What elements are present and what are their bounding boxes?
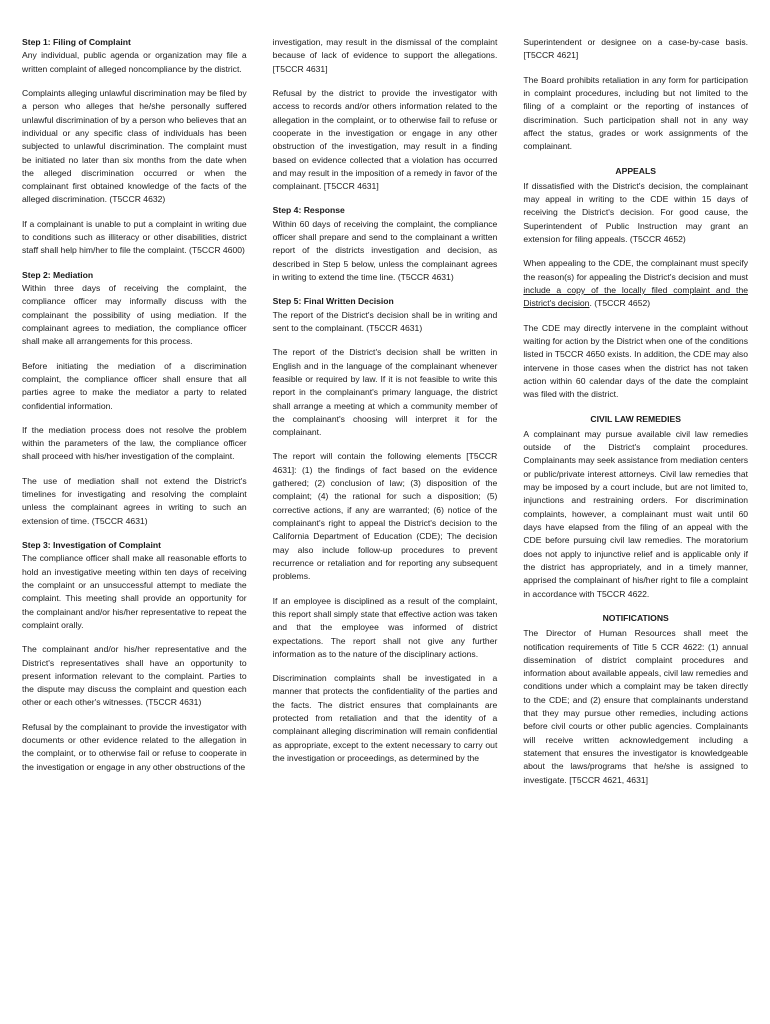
column-3 — [523, 36, 748, 1024]
step-5-paragraph-5: Discrimination complaints shall be investigated in a manner that protects the confidentiality of the parties and the facts. The district ensures that complainants are protected from retaliation and that the identity of a complainant alleging discrimination will remain confidential as appropriate, except to the extent necessary to carry out the investigation or proceedings, as determined by the — [272, 673, 498, 763]
step-4-section — [273, 204, 498, 284]
step-5-paragraph-3: The report will contain the following elements [T5CCR 4631]: (1) the findings of fact based on the evidence gathered; (2) conclusion of law; (3) disposition of the complaint; (4) the rational for such a disposition; (5) corrective actions, if any are warranted; (6) notice of the complainant's right to appeal the District's decision to the California Department of Education (CDE); The decision may also include follow-up procedures to prevent recurrence or retaliation and for reporting any subsequent problems. — [272, 451, 498, 582]
retaliation-paragraph: The Board prohibits retaliation in any form for participation in complaint procedures, including but not limited to the filing of a complaint or the reporting of instances of discrimination. Such participation shall not in any way affect the status, grades or work assignments of the complainant. — [523, 74, 749, 152]
column-2 — [273, 36, 498, 1024]
step-1-paragraph-1: Any individual, public agenda or organization may file a written complaint of alleged noncompliance by the district. — [22, 50, 247, 74]
step-1-paragraph-2: Complaints alleging unlawful discrimination may be filed by a person who alleges that he/she personally suffered unlawful discrimination of by a person who believes that an individual or any specific class of individuals has been subjected to unlawful discrimination. The complaint must be initiated no later than six months from the date when the alleged discrimination occurred or when the complainant first obtained knowledge of the facts of the alleged discrimination. (T5CCR 4632) — [22, 87, 247, 205]
step-4-paragraph-1: Within 60 days of receiving the complaint, the compliance officer shall prepare and send to the complainant a written report of the districts investigation and decision, as described in Step 5 below, unless the complainant agrees in writing to extend the time line. (T5CCR 4631) — [272, 218, 498, 282]
step-5-section — [273, 295, 498, 335]
appeals-heading: APPEALS — [615, 165, 656, 176]
step-5-paragraph-1: The report of the District's decision shall be in writing and sent to the complainant. (T5CCR 4631) — [272, 309, 498, 333]
step-2-paragraph-3: If the mediation process does not resolve the problem within the parameters of the law, the compliance officer shall proceed with his/her investigation of the complaint. — [22, 424, 247, 462]
appeals-paragraph-2-underlined: include a copy of the locally filed complaint and the District's decision — [523, 285, 749, 309]
step-1-heading: Step 1: Filing of Complaint — [22, 37, 131, 47]
step-5-paragraph-2: The report of the District's decision shall be written in English and in the language of the complainant whenever feasible or required by law. If it is not feasible to write this report in the complainant's primary language, the district shall arrange a meeting at which a community member of the complainant's choosing will interpret it for the complainant. — [272, 347, 498, 438]
step-2-paragraph-2: Before initiating the mediation of a discrimination complaint, the compliance officer shall ensure that all parties agree to make the mediator a party to related confidential information. — [22, 360, 247, 411]
superintendent-paragraph: Superintendent or designee on a case-by-case basis. [T5CCR 4621] — [523, 37, 749, 61]
step-3-paragraph-1: The compliance officer shall make all reasonable efforts to hold an investigative meeting within ten days of receiving the complaint or an unsuccessful attempt to mediate the complaint. This meeting shall provide an opportunity for the complainant and/or his/her representative to repeat the complaint orally. — [22, 553, 247, 630]
appeals-paragraph-2-end: . (T5CCR 4652) — [589, 298, 651, 309]
appeals-paragraph-2 — [523, 257, 748, 310]
step-4-heading: Step 4: Response — [272, 205, 345, 216]
step-5-paragraph-4: If an employee is disciplined as a result of the complaint, this report shall simply state that effective action was taken and that the employee was informed of district expectations. The report shall not give any further information as to the nature of the disciplinary actions. — [272, 595, 498, 659]
column-1 — [22, 36, 247, 1024]
step-3-section — [22, 539, 247, 632]
appeals-paragraph-1: If dissatisfied with the District's decision, the complainant may appeal in writing to the CDE within 15 days of receiving the District's decision. For good cause, the Superintendent of Public Instruction may grant an extension for filing appeals. (T5CCR 4652) — [523, 180, 749, 245]
civil-law-remedies-paragraph: A complainant may pursue available civil law remedies outside of the District's complaint procedures. Complainants may seek assistance from mediation centers or public/private interest attorneys. Civil law remedies that may be imposed by a court include, but are not limited to, injunctions and restraining orders. For discrimination complaints, however, a complainant must wait until 60 days have elapsed from the filing of an appeal with the CDE before pursuing civil law remedies. The moratorium does not apply to injunctive relief and is applicable only if the district has appropriately, and in a timely manner, apprised the complainant of his/her right to file a complaint in accordance with T5CCR 4622. — [523, 428, 749, 599]
step-1-section — [22, 36, 247, 76]
step-2-section — [22, 269, 247, 349]
civil-law-remedies-heading: CIVIL LAW REMEDIES — [590, 413, 681, 424]
appeals-paragraph-2-start: When appealing to the CDE, the complainant must specify the reason(s) for appealing the District's decision and must — [523, 258, 749, 282]
step-2-paragraph-1: Within three days of receiving the complaint, the compliance officer may informally discuss with the complainant the possibility of using mediation. If the complainant agrees to mediation, the compliance officer shall make all arrangements for this process. — [22, 283, 247, 347]
step-1-paragraph-3: If a complainant is unable to put a complaint in writing due to conditions such as illiteracy or other disabilities, district staff shall help him/her to file the complaint. (T5CCR 4600) — [22, 218, 247, 256]
step-2-paragraph-4: The use of mediation shall not extend the District's timelines for investigating and resolving the complaint unless the complainant agrees in writing to such an extension of time. (T5CCR 4631) — [22, 475, 247, 526]
step-3-heading: Step 3: Investigation of Complaint — [22, 540, 161, 550]
district-refusal-paragraph: Refusal by the district to provide the investigator with access to records and/or others information related to the allegation in the complaint, or to otherwise fail to refuse or cooperate in the investigation or engage in any other obstruction of the investigation, may result in a finding based on evidence collected that a violation has occurred and may result in the imposition of a remedy in favor of the complainant. [T5CCR 4631] — [272, 87, 498, 192]
step-2-heading: Step 2: Mediation — [22, 269, 94, 280]
notifications-paragraph: The Director of Human Resources shall meet the notification requirements of Title 5 CCR 4622: (1) annual dissemination of district complaint procedures and information about available appeals, civil law remedies and conditions under which a complaint may be taken directly to the CDE; and (2) ensure that complainants understand that they may pursue other remedies, including actions before civil courts or other public agencies. Complainants will receive written acknowledgement including a statement that ensures the investigator is knowledgeable about the laws/programs that he/she is assigned to investigate. [T5CCR 4621, 4631] — [523, 628, 749, 785]
investigation-continued-paragraph: investigation, may result in the dismissal of the complaint because of lack of evidence to support the allegations. [T5CCR 4631] — [272, 37, 498, 74]
step-3-paragraph-3: Refusal by the complainant to provide the investigator with documents or other evidence related to the allegation in the complaint, or to otherwise fail or refuse to cooperate in the investigation or engage in any other obstructions of the — [22, 721, 247, 772]
step-5-heading: Step 5: Final Written Decision — [272, 296, 394, 307]
step-3-paragraph-2: The complainant and/or his/her representative and the District's representatives shall have an opportunity to present information relevant to the complaint. Parties to the dispute may discuss the complaint and question each other or each other's witnesses. (T5CCR 4631) — [22, 644, 247, 708]
appeals-paragraph-3: The CDE may directly intervene in the complaint without waiting for action by the District when one of the conditions listed in T5CCR 4650 exists. In addition, the CDE may also intervene in those cases when the district has not taken action within 60 calendar days of the date the complaint was filed with the district. — [523, 322, 749, 400]
notifications-heading: NOTIFICATIONS — [602, 612, 669, 623]
